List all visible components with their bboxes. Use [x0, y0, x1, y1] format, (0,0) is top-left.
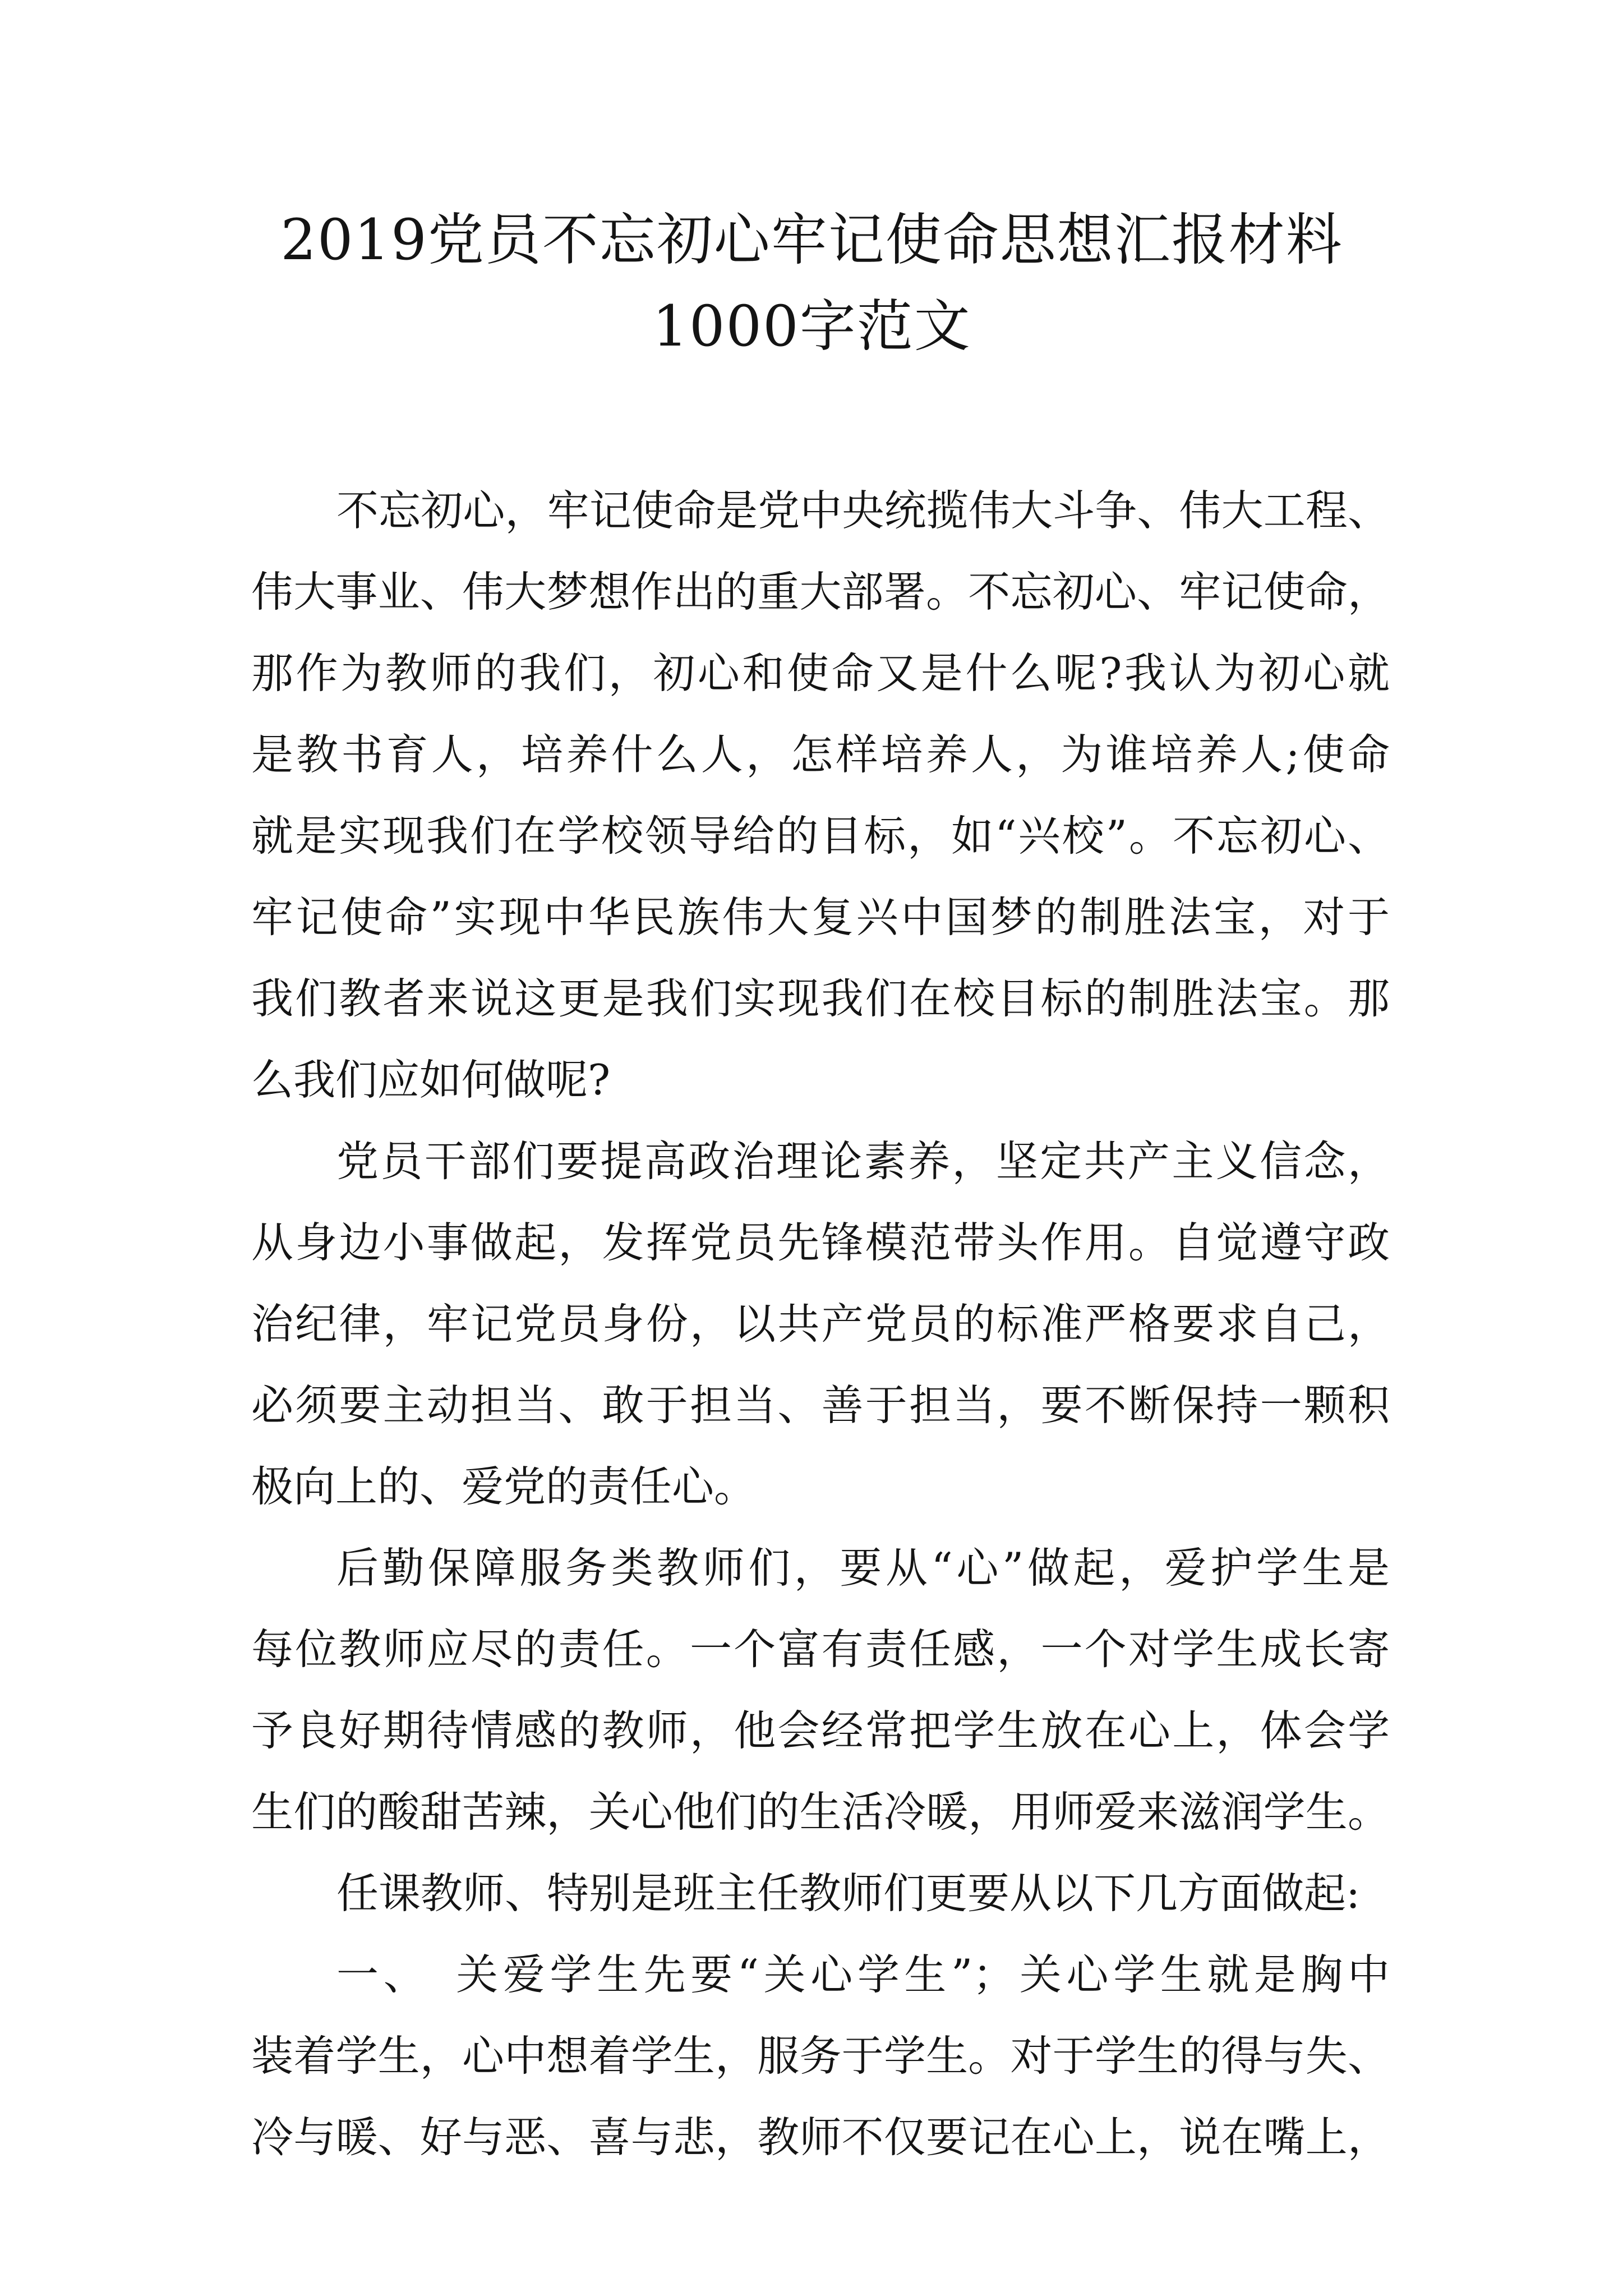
body-line: 必须要主动担当、敢于担当、善于担当，要不断保持一颗积 [251, 1381, 1390, 1430]
body-line: 就是实现我们在学校领导给的目标，如“兴校”。不忘初心、 [251, 811, 1390, 861]
body-line: 牢记使命”实现中华民族伟大复兴中国梦的制胜法宝，对于 [251, 892, 1390, 942]
body-line: 每位教师应尽的责任。一个富有责任感，一个对学生成长寄 [251, 1625, 1390, 1674]
body-line: 是教书育人，培养什么人，怎样培养人，为谁培养人;使命 [251, 730, 1390, 779]
document-title-line-2: 1000字范文 [652, 293, 971, 359]
body-line: 伟大事业、伟大梦想作出的重大部署。不忘初心、牢记使命， [251, 567, 1390, 616]
body-line: 予良好期待情感的教师，他会经常把学生放在心上，体会学 [251, 1706, 1390, 1755]
body-line: 不忘初心，牢记使命是党中央统揽伟大斗争、伟大工程、 [336, 486, 1390, 535]
body-line: 装着学生，心中想着学生，服务于学生。对于学生的得与失、 [251, 2031, 1390, 2081]
body-line: 我们教者来说这更是我们实现我们在校目标的制胜法宝。那 [251, 974, 1390, 1023]
body-line: 一、 关爱学生先要“关心学生”；关心学生就是胸中 [336, 1950, 1390, 1999]
body-line: 从身边小事做起，发挥党员先锋模范带头作用。自觉遵守政 [251, 1218, 1390, 1267]
body-line: 生们的酸甜苦辣，关心他们的生活冷暖，用师爱来滋润学生。 [251, 1787, 1390, 1837]
document-title-line-1: 2019党员不忘初心牢记使命思想汇报材料 [280, 207, 1343, 273]
body-line: 党员干部们要提高政治理论素养，坚定共产主义信念， [336, 1137, 1390, 1186]
body-line: 任课教师、特别是班主任教师们更要从以下几方面做起: [336, 1869, 1361, 1918]
body-line: 治纪律，牢记党员身份，以共产党员的标准严格要求自己， [251, 1299, 1390, 1349]
body-line: 后勤保障服务类教师们，要从“心”做起，爱护学生是 [336, 1543, 1390, 1593]
body-line: 么我们应如何做呢? [251, 1055, 611, 1105]
body-line: 那作为教师的我们，初心和使命又是什么呢?我认为初心就 [251, 648, 1390, 698]
body-line: 冷与暖、好与恶、喜与悲，教师不仅要记在心上，说在嘴上， [251, 2113, 1390, 2162]
body-line: 极向上的、爱党的责任心。 [251, 1462, 757, 1511]
